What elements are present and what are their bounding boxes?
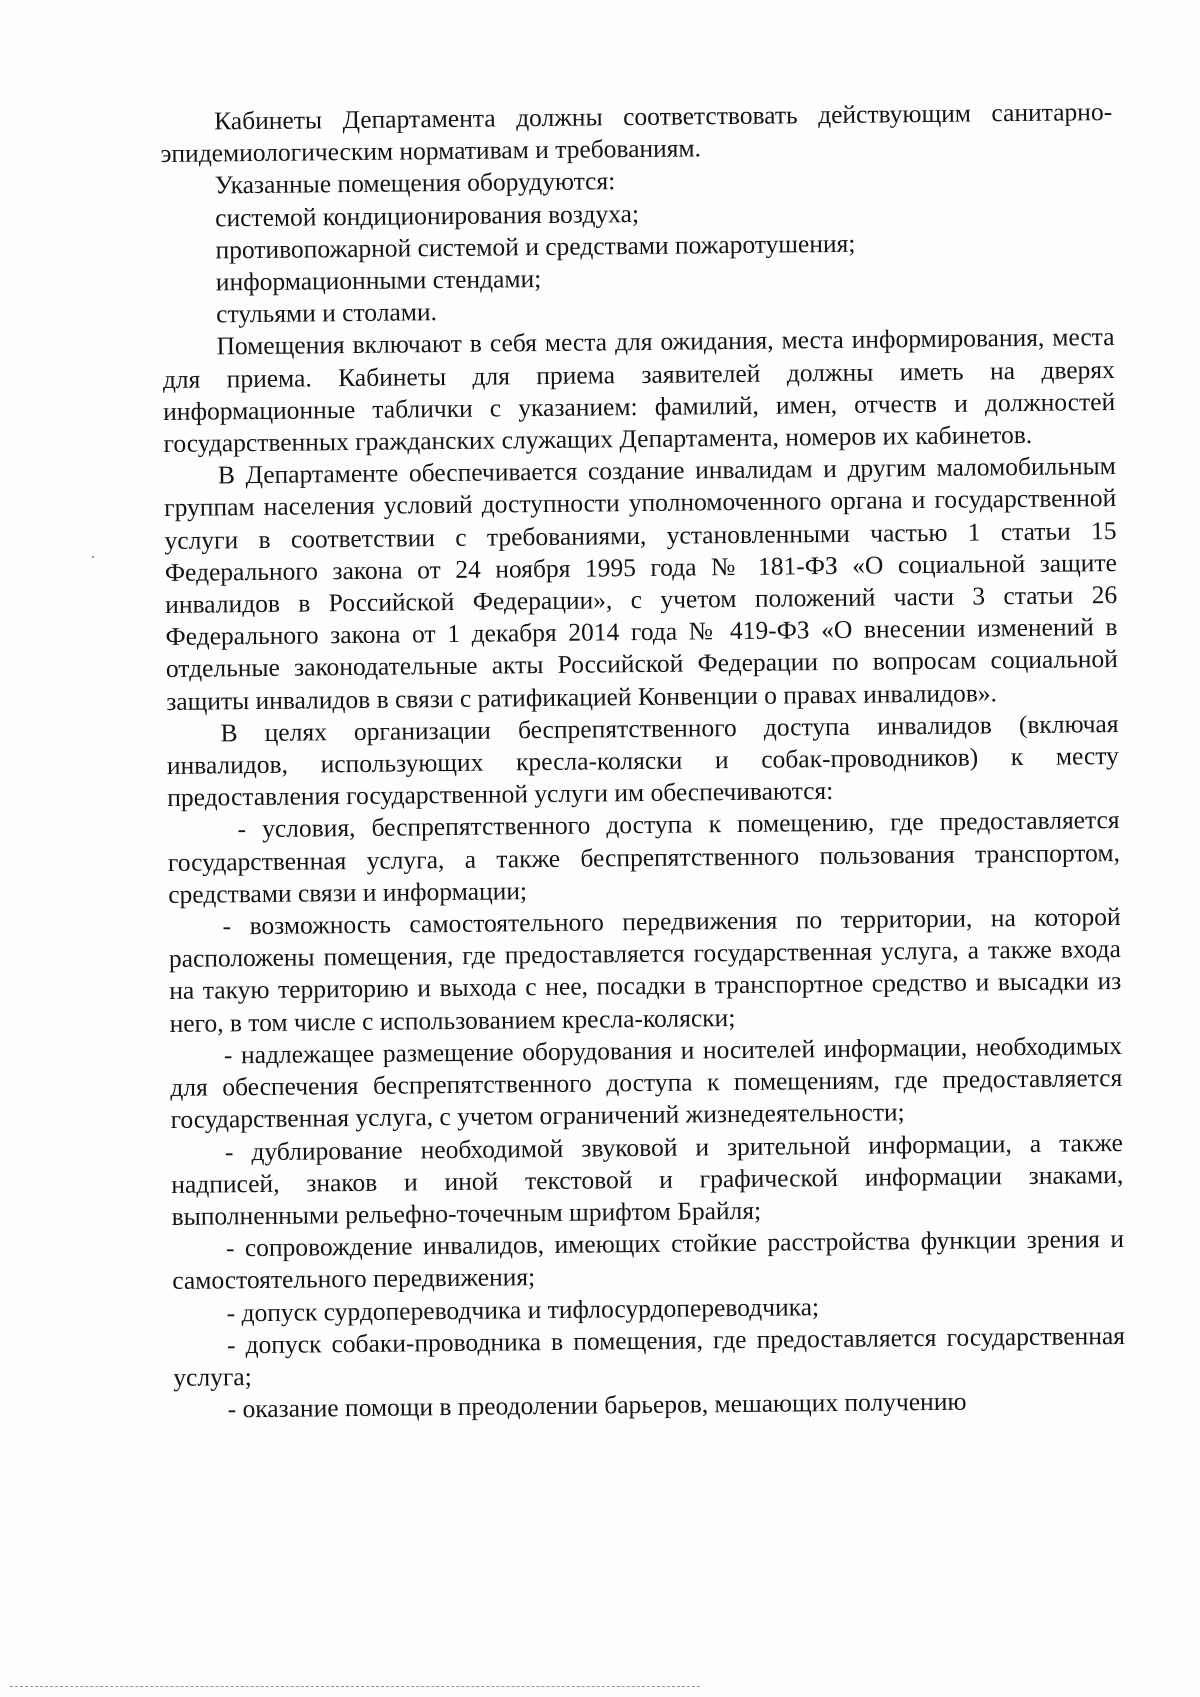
equipment-item-chairs-tables: стульями и столами. xyxy=(216,297,438,329)
scan-bottom-edge-line xyxy=(10,1686,700,1687)
paragraph-accessibility-law: В Департаменте обеспечивается создание инвалидам и другим маломобильным группам населения условий доступности уполномоченного органа и государственной услуги в соответствии с требованиями, установленными частью 1 статьи 15 Федерального закона от 24 ноября 1995 года № 181-ФЗ «О социальной защите инвалидов в Российской Федерации», с учетом положений части 3 статьи 26 Федерального закона от 1 декабря 2014 года № 419-ФЗ «О внесении изменений в отдельные законодательные акты Российской Федерации по вопросам социальной защиты инвалидов в связи с ратификацией Конвенции о правах инвалидов». xyxy=(164,451,1118,716)
equipment-item-air-conditioning: системой кондиционирования воздуха; xyxy=(215,198,640,233)
list-item-sign-interpreter: - допуск сурдопереводчика и тифлосурдопереводчика; xyxy=(226,1291,820,1327)
scan-speck xyxy=(92,556,94,558)
list-item-independent-movement: - возможность самостоятельного передвижения по территории, на которой расположены помещения, где предоставляется государственная услуга, а также входа на такую территорию и выхода с нее, посадки в транспортное средство и высадки из него, в том числе с использованием кресла-коляски; xyxy=(168,902,1122,1038)
list-item-escort: - сопровождение инвалидов, имеющих стойкие расстройства функции зрения и самостоятельного передвижения; xyxy=(172,1224,1125,1296)
list-item-guide-dog: - допуск собаки-проводника в помещения, где предоставляется государственная услуга; xyxy=(173,1320,1126,1392)
equipment-item-info-stands: информационными стендами; xyxy=(215,264,542,297)
equipment-item-fire-system: противопожарной системой и средствами пожаротушения; xyxy=(215,228,856,265)
document-body xyxy=(160,96,1126,1426)
paragraph-offices-requirements: Кабинеты Департамента должны соответствовать действующим санитарно-эпидемиологическим нормативам и требованиям. xyxy=(160,97,1113,169)
paragraph-equipment-intro: Указанные помещения оборудуются: xyxy=(214,166,616,200)
list-item-braille-duplication: - дублирование необходимой звуковой и зрительной информации, а также надписей, знаков и иной текстовой и графической информации знаками, выполненными рельефно-точечным шрифтом Брайля; xyxy=(171,1127,1124,1231)
paragraph-premises: Помещения включают в себя места для ожидания, места информирования, места для приема. Кабинеты для приема заявителей должны иметь на дверях информационные таблички с указанием: фамилий, имен, отчеств и должностей государственных гражданских служащих Департамента, номеров их кабинетов. xyxy=(162,322,1116,459)
paragraph-access-goals: В целях организации беспрепятственного доступа инвалидов (включая инвалидов, использующих кресла-коляски и собак-проводников) к месту предоставления государственной услуги им обеспечиваются: xyxy=(166,708,1120,813)
list-item-equipment-placement: - надлежащее размещение оборудования и носителей информации, необходимых для обеспечения беспрепятственного доступа к помещениям, где предоставляется государственная услуга, с учетом ограничений жизнедеятельности; xyxy=(170,1030,1123,1135)
list-item-access-conditions: - условия, беспрепятственного доступа к помещению, где предоставляется государственная услуга, а также беспрепятственного пользования транспортом, средствами связи и информации; xyxy=(167,805,1121,909)
list-item-barrier-assistance: - оказание помощи в преодолении барьеров, мешающих получению xyxy=(227,1386,967,1424)
